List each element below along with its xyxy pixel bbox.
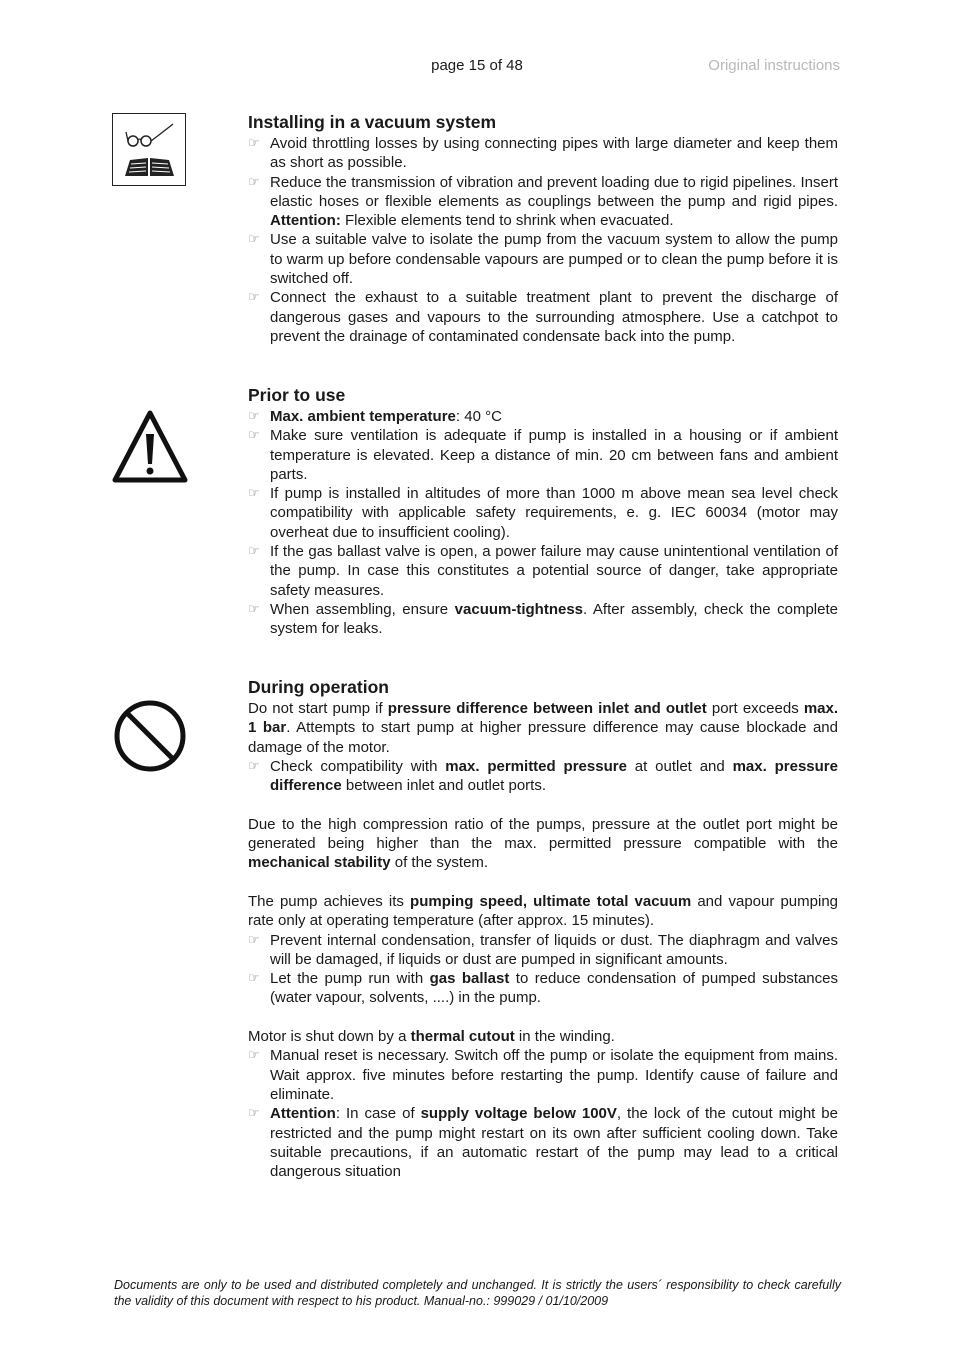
bullet-list [248,407,838,639]
section-title: Prior to use [248,385,346,405]
footer-disclaimer: Documents are only to be used and distributed completely and unchanged. It is strictly the users´ responsibility to check carefully the validity of this document with respect to his product. Manual-no.: 999029 / 01/10/2009 [114,1278,841,1308]
list-item: ☞ If the gas ballast valve is open, a power failure may cause unintentional ventilation of the pump. In case this constitutes a potential source of danger, take appropriate safety measures. [248,542,838,600]
list-item: ☞ Use a suitable valve to isolate the pump from the vacuum system to allow the pump to warm up before condensable vapours are pumped or to clean the pump before it is switched off. [248,230,838,288]
bullet-list [248,757,838,796]
list-item: ☞ Make sure ventilation is adequate if pump is installed in a housing or if ambient temperature is elevated. Keep a distance of min. 20 cm between fans and ambient parts. [248,426,838,484]
list-item: ☞ Avoid throttling losses by using connecting pipes with large diameter and keep them as short as possible. [248,134,838,173]
bullet-list [248,931,838,1008]
section-prior-to-use [248,385,838,639]
list-item: ☞ If pump is installed in altitudes of more than 1000 m above mean sea level check compatibility with applicable safety requirements, e. g. IEC 60034 (motor may overheat due to insufficient cooling). [248,484,838,542]
list-item: ☞ When assembling, ensure vacuum-tightness. After assembly, check the complete system for leaks. [248,600,838,639]
read-manual-icon [112,113,186,186]
section-during-operation [248,677,838,1181]
paragraph: The pump achieves its pumping speed, ultimate total vacuum and vapour pumping rate only at operating temperature (after approx. 15 minutes). [248,892,838,930]
paragraph: Due to the high compression ratio of the pumps, pressure at the outlet port might be generated being higher than the max. permitted pressure compatible with the mechanical stability of the system. [248,815,838,872]
bullet-list [248,1046,838,1181]
prohibited-icon [112,698,188,774]
paragraph: Do not start pump if pressure difference between inlet and outlet port exceeds max. 1 bar. Attempts to start pump at higher pressure difference may cause blockade and damage of the motor. [248,700,839,756]
paragraph: Motor is shut down by a thermal cutout in the winding. [248,1028,615,1046]
list-item: ☞ Prevent internal condensation, transfer of liquids or dust. The diaphragm and valves will be damaged, if liquids or dust are pumped in significant amounts. [248,931,838,970]
section-title: Installing in a vacuum system [248,112,496,132]
section-installing [248,112,838,346]
list-item: ☞ Let the pump run with gas ballast to reduce condensation of pumped substances (water vapour, solvents, ....) in the pump. [248,969,838,1008]
warning-icon [112,408,188,484]
page-number: page 15 of 48 [431,57,523,74]
original-instructions-label: Original instructions [708,57,840,74]
list-item: ☞ Reduce the transmission of vibration and prevent loading due to rigid pipelines. Insert elastic hoses or flexible elements as couplings between the pump and rigid pipes. Attention: Flexible elements tend to shrink when evacuated. [248,173,838,231]
list-item: ☞ Manual reset is necessary. Switch off the pump or isolate the equipment from mains. Wait approx. five minutes before restarting the pump. Identify cause of failure and eliminate. [248,1046,838,1104]
bullet-list [248,134,838,346]
list-item: ☞ Max. ambient temperature: 40 °C [248,407,838,426]
section-title: During operation [248,677,389,697]
list-item: ☞ Connect the exhaust to a suitable treatment plant to prevent the discharge of dangerous gases and vapours to the surrounding atmosphere. Use a catchpot to prevent the drainage of contaminated condensate back into the pump. [248,288,838,346]
list-item: ☞ Attention: In case of supply voltage below 100V, the lock of the cutout might be restricted and the pump might restart on its own after sufficient cooling down. Take suitable precautions, if an automatic restart of the pump may lead to a critical dangerous situation [248,1104,838,1181]
list-item: ☞ Check compatibility with max. permitted pressure at outlet and max. pressure difference between inlet and outlet ports. [248,757,838,796]
